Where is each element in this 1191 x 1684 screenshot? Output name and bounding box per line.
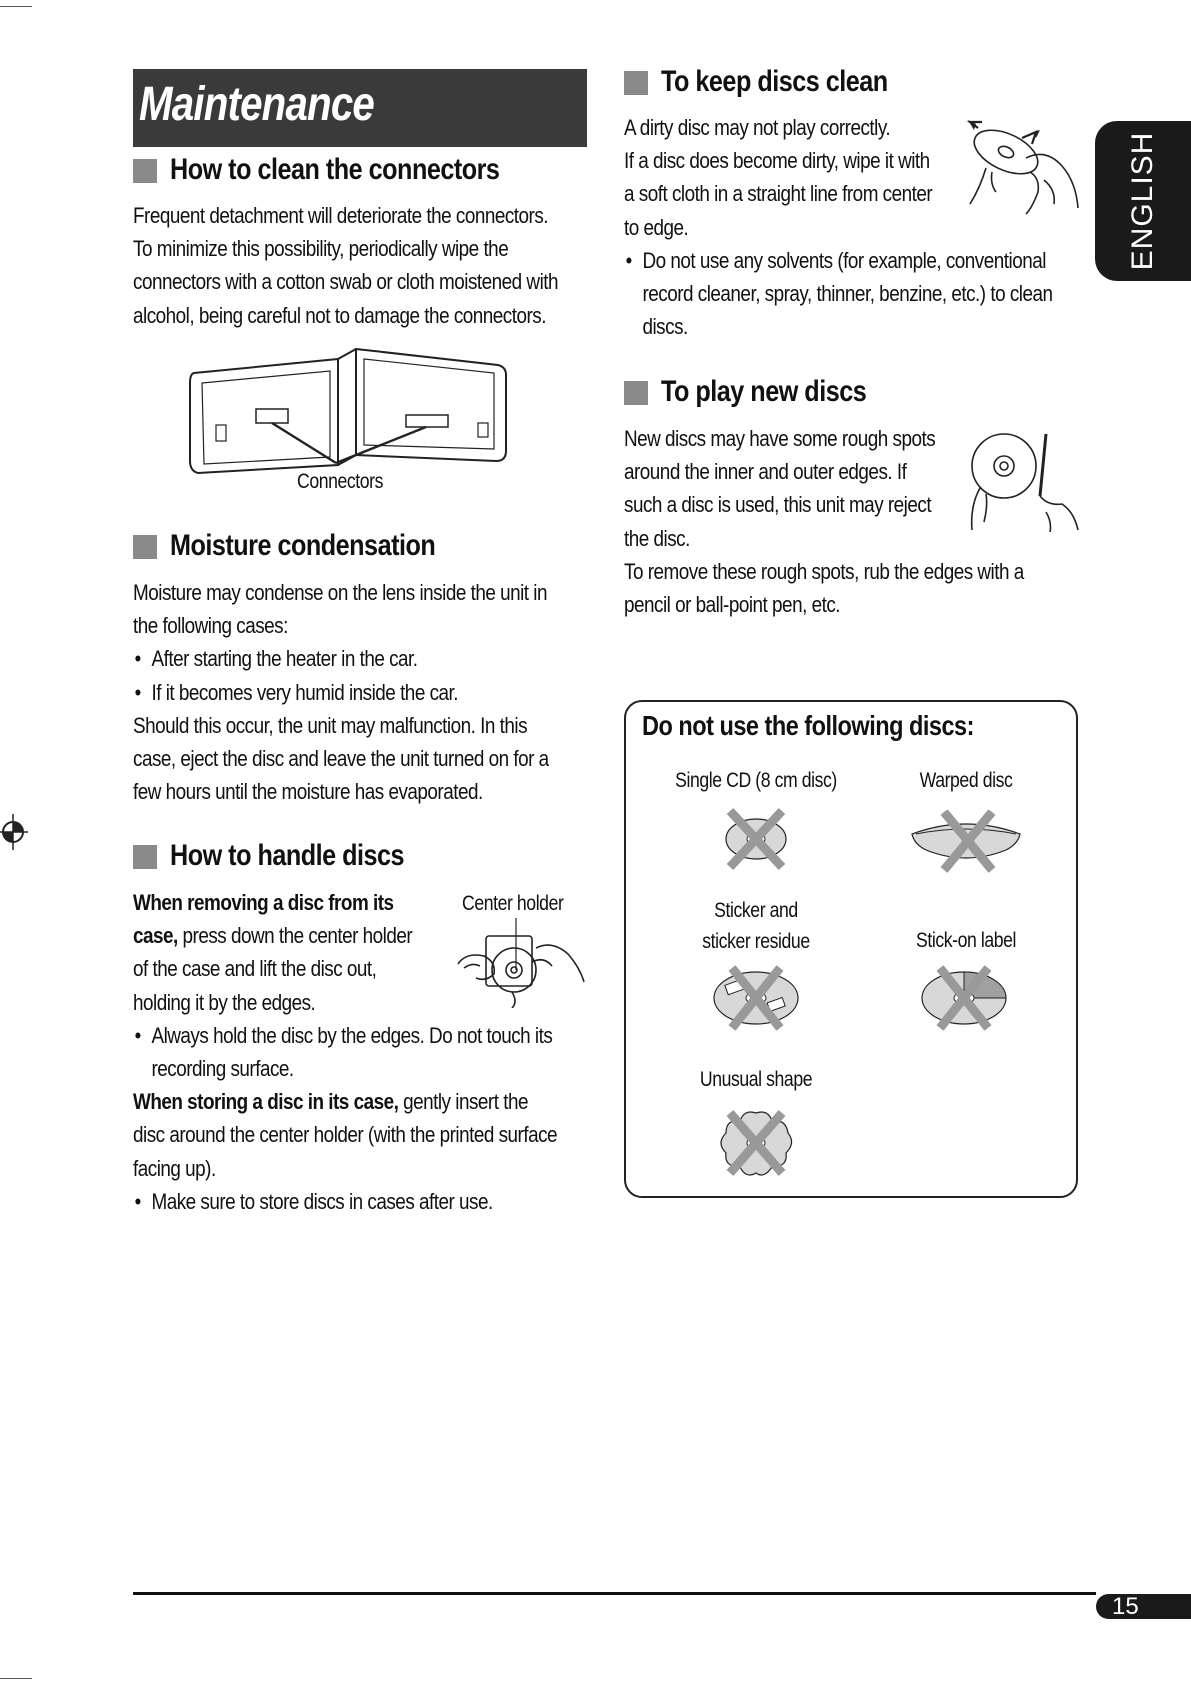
text-line: discs. [642,314,688,340]
text-line: facing up). [133,1155,216,1181]
unusual-shape-disc-icon [716,1107,796,1179]
heading-keep-discs-clean: To keep discs clean [661,65,888,98]
disc-label-sticker [702,895,809,957]
list-item-text: Do not use any solvents (for example, conventional [642,247,1046,273]
section-marker [624,71,648,95]
disc-label-line: sticker residue [702,930,810,953]
footer-rule [133,1592,1096,1595]
crop-mark-bottom [0,1678,32,1679]
page-title: Maintenance [139,78,374,131]
text-line: recording surface. [151,1056,294,1082]
text-line: alcohol, being careful not to damage the connectors. [133,302,546,328]
disc-label-line: Sticker and [714,899,798,922]
bullet-dot: • [625,247,632,273]
text-line: the following cases: [133,613,288,639]
heading-play-new-discs: To play new discs [661,375,867,408]
bold-lead: case, [133,923,178,949]
disc-label-single-cd: Single CD (8 cm disc) [675,769,837,792]
text-line: A dirty disc may not play correctly. [624,115,891,140]
text-line: Moisture may condense on the lens inside the unit in [133,580,548,605]
text-line: of the case and lift the disc out, [133,956,377,982]
text-line: few hours until the moisture has evaporated. [133,779,483,805]
text-line: New discs may have some rough spots [624,426,936,451]
crop-mark-top [0,6,32,7]
text-line: the disc. [624,525,690,551]
list-item-text: Make sure to store discs in cases after use. [151,1188,493,1214]
bold-lead: When removing a disc from its [133,890,394,915]
text-line: a soft cloth in a straight line from center [624,181,933,207]
text-line: around the inner and outer edges. If [624,459,907,485]
text-line: Frequent detachment will deteriorate the connectors. [133,203,549,228]
center-holder-caption: Center holder [462,892,564,915]
list-item-text: If it becomes very humid inside the car. [151,679,459,705]
moisture-paragraph [133,576,603,808]
text-line: To remove these rough spots, rub the edges with a [624,558,1024,584]
text-line: pencil or ball-point pen, etc. [624,592,841,618]
heading-moisture-condensation: Moisture condensation [170,529,436,562]
list-item [624,244,1094,277]
disc-label-stick-on: Stick-on label [915,929,1017,952]
single-cd-icon [722,805,790,873]
bullet-dot: • [134,1022,141,1048]
heading-clean-connectors: How to clean the connectors [170,153,500,186]
text-line [133,1085,603,1118]
disc-label-warped: Warped disc [919,769,1013,792]
text-line: connectors with a cotton swab or cloth moistened with [133,269,559,295]
registration-mark-icon [0,812,28,852]
text-line: If a disc does become dirty, wipe it with [624,148,930,174]
language-tab [1095,121,1191,281]
list-item [133,676,603,709]
section-marker [624,381,648,405]
center-holder-illustration [456,918,586,1008]
page-number-badge [1096,1594,1191,1619]
text-line: holding it by the edges. [133,989,316,1015]
language-tab-label: ENGLISH [1126,131,1159,271]
connectors-paragraph [133,199,603,332]
do-not-use-discs-box [624,700,1078,1198]
bullet-dot: • [134,679,141,705]
stick-on-label-disc-icon [916,964,1012,1032]
wipe-disc-illustration [966,118,1080,230]
text-line: To minimize this possibility, periodically wipe the [133,236,509,262]
text-run: gently insert the [398,1089,528,1115]
section-marker [133,535,157,559]
list-item-text: Always hold the disc by the edges. Do not touch its [151,1022,553,1048]
do-not-use-heading: Do not use the following discs: [642,710,974,741]
text-line: Should this occur, the unit may malfunction. In this [133,712,528,738]
heading-handle-discs: How to handle discs [170,839,405,872]
text-line: to edge. [624,214,689,240]
bold-lead: When storing a disc in its case, [133,1089,399,1115]
page-number: 15 [1112,1593,1139,1620]
text-line: case, eject the disc and leave the unit turned on for a [133,746,549,772]
list-item [133,1019,603,1052]
page-title-bar [133,69,587,147]
section-marker [133,845,157,869]
section-marker [133,159,157,183]
faceplate-connectors-illustration [188,343,518,478]
disc-label-unusual: Unusual shape [699,1068,813,1091]
list-item [133,1185,603,1218]
sticker-disc-icon [708,964,804,1032]
text-run: press down the center holder [177,923,413,949]
bullet-dot: • [134,646,141,672]
text-line: disc around the center holder (with the printed surface [133,1122,558,1148]
text-line: such a disc is used, this unit may reject [624,492,932,518]
list-item-text: After starting the heater in the car. [151,646,418,672]
text-line: record cleaner, spray, thinner, benzine, etc.) to clean [642,281,1053,307]
pencil-edge-disc-illustration [962,432,1080,532]
warped-disc-icon [906,810,1026,874]
connectors-figure-caption: Connectors [297,470,384,493]
list-item [133,642,603,675]
bullet-dot: • [134,1188,141,1214]
